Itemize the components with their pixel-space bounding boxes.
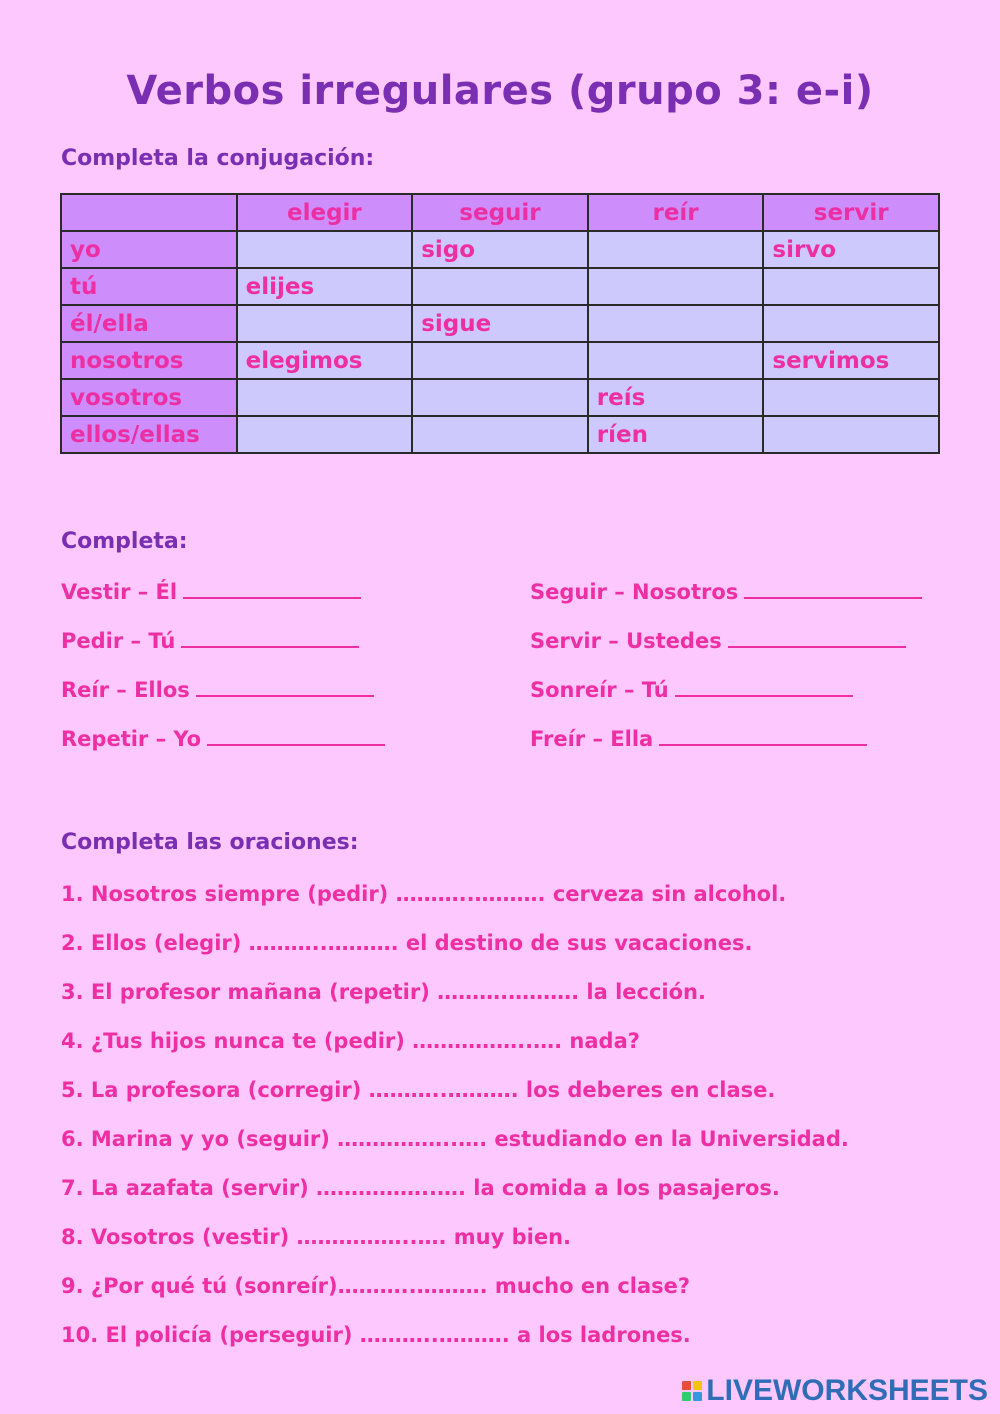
- fill-item-label: Repetir – Yo: [61, 727, 202, 751]
- table-row: [61, 231, 939, 268]
- liveworksheets-logo: [682, 1374, 988, 1408]
- sentence-item[interactable]: 2. Ellos (elegir) ………..………. el destino de sus vacaciones.: [61, 931, 753, 955]
- conjugation-blank-cell[interactable]: [412, 268, 588, 305]
- conjugation-blank-cell[interactable]: [763, 305, 939, 342]
- conjugation-blank-cell[interactable]: [412, 416, 588, 453]
- fill-item-label: Sonreír – Tú: [530, 678, 669, 702]
- sentence-item[interactable]: 8. Vosotros (vestir) ……………..…. muy bien.: [61, 1225, 571, 1249]
- fill-item-label: Pedir – Tú: [61, 629, 176, 653]
- pronoun-cell: él/ella: [61, 305, 237, 342]
- header-cell: elegir: [237, 194, 413, 231]
- answer-blank[interactable]: [181, 628, 359, 648]
- conjugation-cell: sigo: [412, 231, 588, 268]
- table-row: [61, 416, 939, 453]
- table-row: [61, 305, 939, 342]
- conjugation-blank-cell[interactable]: [588, 305, 764, 342]
- header-cell: servir: [763, 194, 939, 231]
- answer-blank[interactable]: [675, 677, 853, 697]
- answer-blank[interactable]: [196, 677, 374, 697]
- conjugation-cell: sigue: [412, 305, 588, 342]
- table-header-row: [61, 194, 939, 231]
- logo-text: LIVEWORKSHEETS: [706, 1374, 988, 1407]
- fill-item: [61, 628, 359, 653]
- sentence-item[interactable]: 7. La azafata (servir) ……………..…. la comida a los pasajeros.: [61, 1176, 780, 1200]
- liveworksheets-logo-icon: [682, 1381, 702, 1401]
- fill-item-label: Freír – Ella: [530, 727, 654, 751]
- conjugation-blank-cell[interactable]: [237, 305, 413, 342]
- conjugation-table: [60, 193, 940, 454]
- conjugation-blank-cell[interactable]: [237, 416, 413, 453]
- fill-item: [530, 677, 853, 702]
- sentence-item[interactable]: 10. El policía (perseguir) ………..………. a los ladrones.: [61, 1323, 691, 1347]
- conjugation-cell: ríen: [588, 416, 764, 453]
- fill-item-label: Servir – Ustedes: [530, 629, 722, 653]
- section-heading-conjugation: Completa la conjugación:: [61, 146, 375, 171]
- header-cell: reír: [588, 194, 764, 231]
- fill-item-label: Vestir – Él: [61, 580, 178, 604]
- conjugation-blank-cell[interactable]: [588, 231, 764, 268]
- section-heading-sentences: Completa las oraciones:: [61, 830, 359, 855]
- fill-item-label: Seguir – Nosotros: [530, 580, 739, 604]
- pronoun-cell: ellos/ellas: [61, 416, 237, 453]
- table-row: [61, 268, 939, 305]
- fill-item: [530, 726, 867, 751]
- pronoun-cell: tú: [61, 268, 237, 305]
- fill-item: [61, 726, 385, 751]
- table-row: [61, 379, 939, 416]
- answer-blank[interactable]: [659, 726, 867, 746]
- conjugation-cell: reís: [588, 379, 764, 416]
- sentence-item[interactable]: 9. ¿Por qué tú (sonreír)………..………. mucho en clase?: [61, 1274, 691, 1298]
- sentence-item[interactable]: 5. La profesora (corregir) ………..………. los deberes en clase.: [61, 1078, 776, 1102]
- fill-item: [530, 628, 906, 653]
- conjugation-cell: elijes: [237, 268, 413, 305]
- conjugation-blank-cell[interactable]: [412, 379, 588, 416]
- fill-item: [61, 677, 374, 702]
- answer-blank[interactable]: [728, 628, 906, 648]
- conjugation-blank-cell[interactable]: [237, 231, 413, 268]
- header-cell: seguir: [412, 194, 588, 231]
- fill-item: [530, 579, 922, 604]
- section-heading-completa: Completa:: [61, 529, 188, 554]
- pronoun-cell: yo: [61, 231, 237, 268]
- sentence-item[interactable]: 4. ¿Tus hijos nunca te (pedir) ……………..…. nada?: [61, 1029, 640, 1053]
- fill-item: [61, 579, 361, 604]
- table-row: [61, 342, 939, 379]
- conjugation-cell: elegimos: [237, 342, 413, 379]
- sentence-item[interactable]: 3. El profesor mañana (repetir) ……….………. la lección.: [61, 980, 706, 1004]
- page-title: Verbos irregulares (grupo 3: e-i): [126, 68, 874, 114]
- conjugation-blank-cell[interactable]: [588, 342, 764, 379]
- sentence-item[interactable]: 6. Marina y yo (seguir) ……………..…. estudiando en la Universidad.: [61, 1127, 849, 1151]
- fill-item-label: Reír – Ellos: [61, 678, 190, 702]
- conjugation-blank-cell[interactable]: [763, 379, 939, 416]
- conjugation-blank-cell[interactable]: [412, 342, 588, 379]
- answer-blank[interactable]: [183, 579, 361, 599]
- pronoun-cell: vosotros: [61, 379, 237, 416]
- conjugation-blank-cell[interactable]: [763, 416, 939, 453]
- answer-blank[interactable]: [744, 579, 922, 599]
- answer-blank[interactable]: [207, 726, 385, 746]
- conjugation-blank-cell[interactable]: [763, 268, 939, 305]
- conjugation-blank-cell[interactable]: [237, 379, 413, 416]
- conjugation-cell: servimos: [763, 342, 939, 379]
- header-corner-cell: [61, 194, 237, 231]
- pronoun-cell: nosotros: [61, 342, 237, 379]
- sentence-item[interactable]: 1. Nosotros siempre (pedir) ………..………. cerveza sin alcohol.: [61, 882, 787, 906]
- conjugation-blank-cell[interactable]: [588, 268, 764, 305]
- conjugation-cell: sirvo: [763, 231, 939, 268]
